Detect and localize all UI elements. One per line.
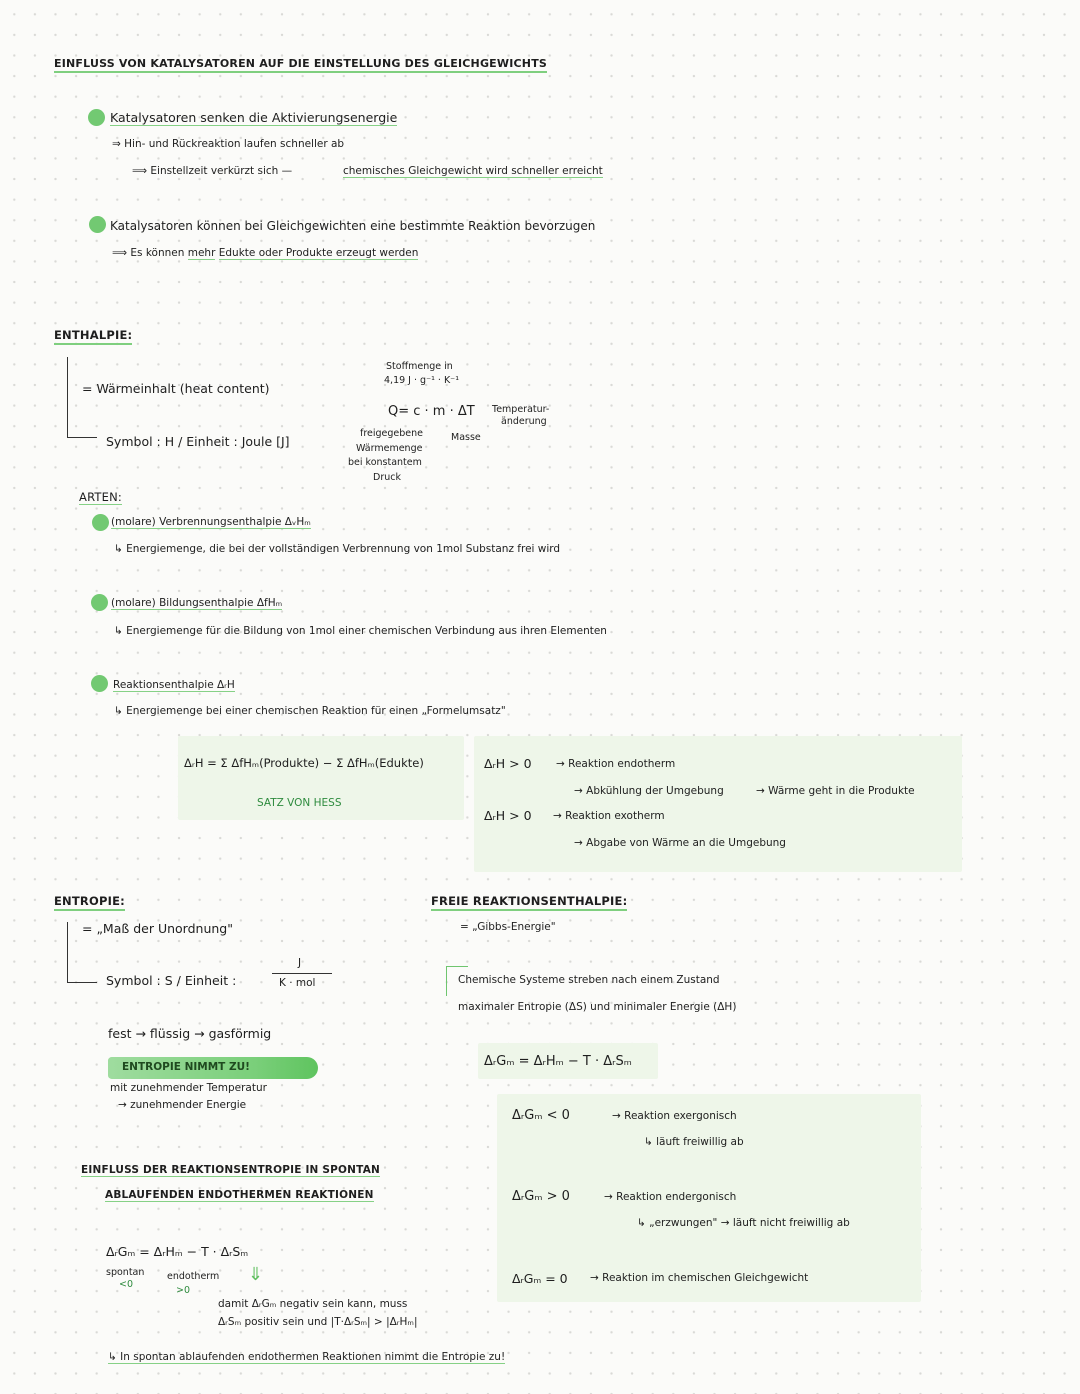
bracket-line — [446, 966, 447, 996]
entropy-explanation-2: ΔᵣSₘ positiv sein und |T·ΔᵣSₘ| > |ΔᵣHₘ| — [218, 1316, 418, 1328]
enthalpy-heading: ENTHALPIE: — [54, 328, 132, 345]
catalyst-point-2-sub-a: ⟹ Es können — [112, 247, 185, 259]
freigegebene-label-1: freigegebene — [360, 428, 424, 439]
bullet-dot — [91, 675, 108, 692]
entropy-note-1: mit zunehmender Temperatur — [110, 1082, 267, 1094]
hess-formula: ΔᵣH = Σ ΔfHₘ(Produkte) − Σ ΔfHₘ(Edukte) — [184, 756, 424, 770]
bullet-dot — [88, 109, 105, 126]
exo-condition: ΔᵣH > 0 — [484, 808, 532, 823]
page-title: EINFLUSS VON KATALYSATOREN AUF DIE EINSTELLUNG DES GLEICHGEWICHTS — [54, 57, 547, 73]
entropy-explanation-1: damit ΔᵣGₘ negativ sein kann, muss — [218, 1298, 408, 1310]
bracket-line — [67, 982, 97, 983]
bullet-dot — [91, 594, 108, 611]
endotherm-label: endotherm — [167, 1271, 220, 1282]
entropy-definition: = „Maß der Unordnung" — [82, 921, 233, 936]
gibbs-heading: FREIE REAKTIONSENTHALPIE: — [431, 894, 627, 911]
bracket-line — [67, 922, 68, 982]
art-2-description: ↳ Energiemenge für die Bildung von 1mol einer chemischen Verbindung aus ihren Elementen — [114, 625, 607, 637]
hess-label: SATZ VON HESS — [257, 797, 342, 809]
gibbs-case-3-result: → Reaktion im chemischen Gleichgewicht — [590, 1272, 809, 1284]
freigegebene-label-4: Druck — [373, 472, 401, 483]
masse-label: Masse — [451, 432, 481, 443]
temp-label: Temperatur- — [492, 404, 550, 415]
bracket-line — [67, 357, 68, 437]
catalyst-point-2: Katalysatoren können bei Gleichgewichten eine bestimmte Reaktion bevorzugen — [110, 219, 596, 233]
endo-result: → Reaktion endotherm — [556, 758, 676, 770]
entropy-symbol-line: Symbol : S / Einheit : — [106, 973, 237, 988]
stoffmenge-label: Stoffmenge in — [386, 361, 453, 372]
bullet-dot — [89, 216, 106, 233]
endo-detail-b: → Wärme geht in die Produkte — [756, 785, 915, 797]
art-1-description: ↳ Energiemenge, die bei der vollständigen Verbrennung von 1mol Substanz frei wird — [114, 543, 561, 555]
entropy-gibbs-formula: ΔᵣGₘ = ΔᵣHₘ − T · ΔᵣSₘ — [106, 1244, 249, 1259]
states-of-matter: fest → flüssig → gasförmig — [108, 1026, 272, 1041]
bullet-dot — [92, 514, 109, 531]
arten-heading: ARTEN: — [79, 490, 122, 504]
endotherm-value: >0 — [176, 1285, 191, 1296]
catalyst-point-2-sub — [112, 247, 418, 259]
endo-detail-a: → Abkühlung der Umgebung — [574, 785, 724, 797]
gibbs-case-2-result: → Reaktion endergonisch — [604, 1191, 737, 1203]
entropy-note-2: → zunehmender Energie — [118, 1099, 247, 1111]
art-3-description: ↳ Energiemenge bei einer chemischen Reaktion für einen „Formelumsatz" — [114, 705, 506, 717]
spontan-value: <0 — [119, 1279, 134, 1290]
entropy-unit-denominator: K · mol — [279, 977, 316, 989]
gibbs-case-1-condition: ΔᵣGₘ < 0 — [512, 1108, 570, 1123]
enthalpy-definition: = Wärmeinhalt (heat content) — [82, 381, 270, 396]
entropy-heading: ENTROPIE: — [54, 894, 125, 911]
gibbs-formula: ΔᵣGₘ = ΔᵣHₘ − T · ΔᵣSₘ — [484, 1054, 632, 1069]
catalyst-equilibrium-note: chemisches Gleichgewicht wird schneller erreicht — [343, 165, 603, 177]
gibbs-case-2-detail: ↳ „erzwungen" → läuft nicht freiwillig ab — [637, 1217, 850, 1229]
gibbs-alias: = „Gibbs-Energie" — [460, 921, 556, 933]
entropy-unit-numerator: J — [298, 957, 302, 969]
gibbs-statement-2: maximaler Entropie (ΔS) und minimaler Energie (ΔH) — [458, 1001, 737, 1013]
bracket-line — [446, 966, 468, 967]
catalyst-point-1: Katalysatoren senken die Aktivierungsenergie — [110, 110, 398, 125]
exo-result: → Reaktion exotherm — [553, 810, 665, 822]
catalyst-point-2-sub-b: mehr — [187, 247, 216, 259]
gibbs-case-1-result: → Reaktion exergonisch — [612, 1110, 737, 1122]
exo-detail: → Abgabe von Wärme an die Umgebung — [574, 837, 786, 849]
art-2-title: (molare) Bildungsenthalpie ΔfHₘ — [111, 597, 283, 609]
temp-label-2: änderung — [501, 416, 547, 427]
enthalpy-symbol-line: Symbol : H / Einheit : Joule [J] — [106, 434, 290, 449]
entropy-conclusion: ↳ In spontan ablaufenden endothermen Reaktionen nimmt die Entropie zu! — [108, 1351, 506, 1363]
gibbs-case-3-condition: ΔᵣGₘ = 0 — [512, 1271, 568, 1286]
entropy-bar-label: ENTROPIE NIMMT ZU! — [122, 1061, 250, 1073]
influence-heading-2: ABLAUFENDEN ENDOTHERMEN REAKTIONEN — [105, 1189, 374, 1201]
gibbs-case-1-detail: ↳ läuft freiwillig ab — [644, 1136, 744, 1148]
spontan-label: spontan — [106, 1267, 145, 1278]
freigegebene-label-3: bei konstantem — [348, 457, 422, 468]
gibbs-case-2-condition: ΔᵣGₘ > 0 — [512, 1189, 570, 1204]
gibbs-statement-1: Chemische Systeme streben nach einem Zustand — [458, 974, 720, 986]
down-arrow-icon: ⇓ — [248, 1264, 264, 1285]
freigegebene-label-2: Wärmemenge — [356, 443, 423, 454]
catalyst-point-2-sub-c: Edukte oder Produkte erzeugt werden — [218, 247, 419, 259]
enthalpy-sign-box — [474, 736, 962, 872]
influence-heading-1: EINFLUSS DER REAKTIONSENTROPIE IN SPONTAN — [81, 1164, 381, 1176]
art-3-title: Reaktionsenthalpie ΔᵣH — [113, 679, 235, 691]
endo-condition: ΔᵣH > 0 — [484, 756, 532, 771]
heat-formula: Q= c · m · ΔT — [388, 404, 475, 419]
catalyst-point-1-sub2: ⟹ Einstellzeit verkürzt sich — — [132, 165, 293, 177]
art-1-title: (molare) Verbrennungsenthalpie ΔᵥHₘ — [111, 516, 311, 528]
bracket-line — [67, 437, 97, 438]
catalyst-point-1-sub: ⇒ Hin- und Rückreaktion laufen schneller ab — [112, 138, 345, 150]
stoffmenge-value: 4,19 J · g⁻¹ · K⁻¹ — [384, 375, 459, 386]
fraction-line — [272, 973, 332, 974]
